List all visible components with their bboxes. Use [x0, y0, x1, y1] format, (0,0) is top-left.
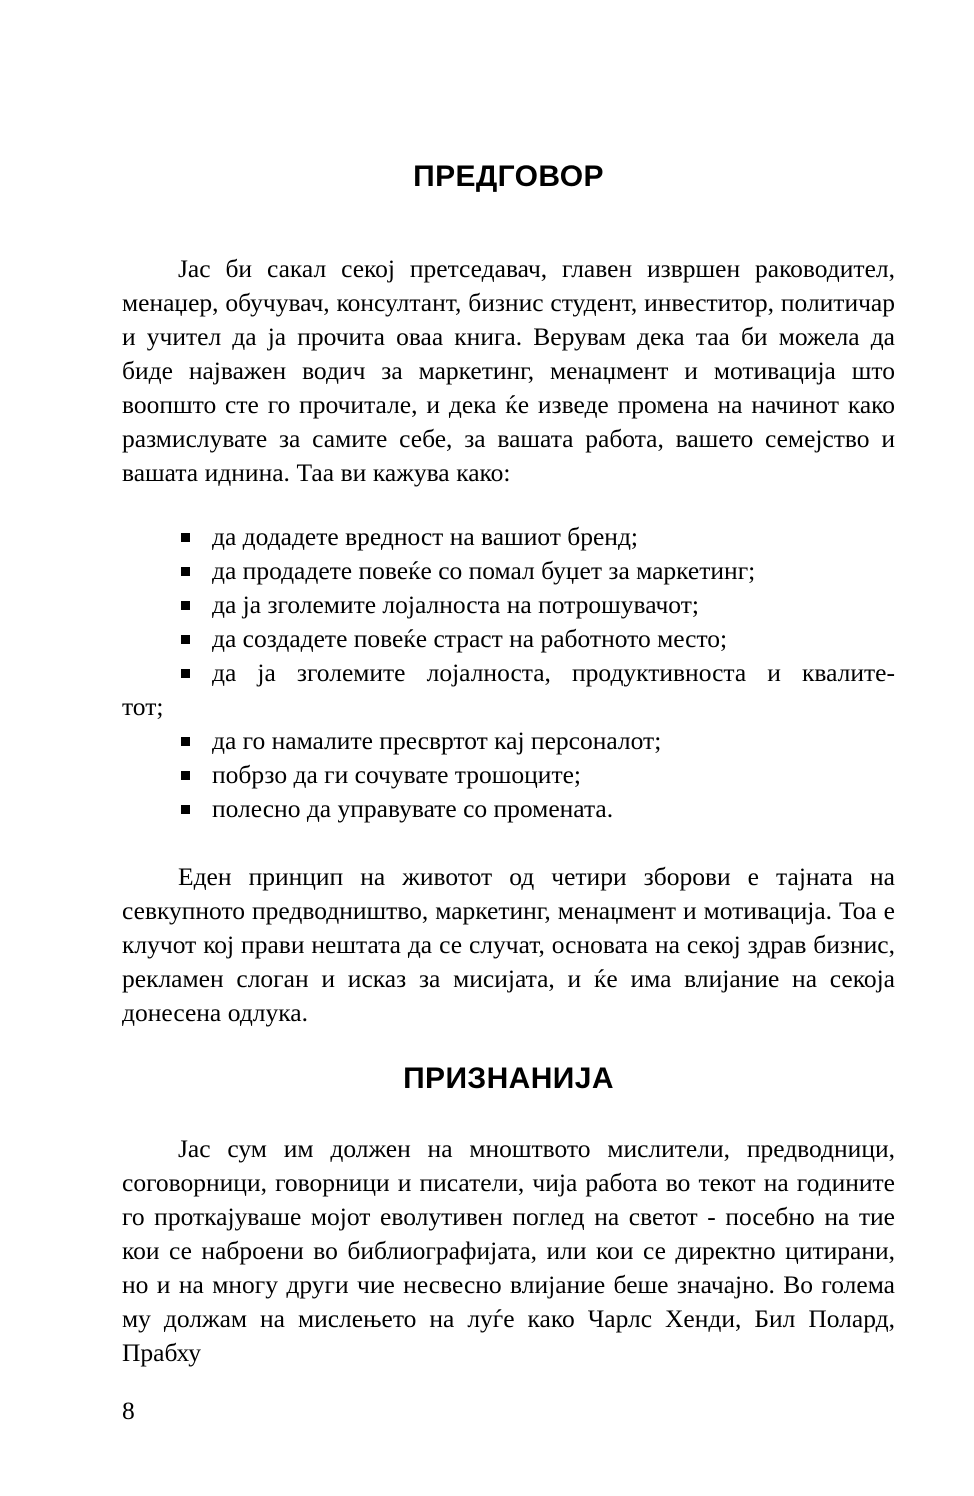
list-item [122, 588, 895, 622]
list-item [122, 520, 895, 554]
page-title-foreword: ПРЕДГОВОР [413, 160, 604, 193]
list-item-label: да ја зголемите лојалноста, продуктивноста и квалите- [212, 658, 895, 687]
list-item-label: полесно да управувате со промената. [212, 794, 614, 823]
paragraph-acknowledgements: Јас сум им должен на мноштвото мислители, предводници, соговорници, говорници и писатели, чија работа во текот на годините го проткајуваше мојот еволутивен поглед на светот - посебно на тие кои се наброени во библиографијата, или кои се директно цитирани, но и на многу други чие несвесно влијание беше значајно. Во голема му должам на мислењето на луѓе како Чарлс Хенди, Бил Полард, Прабху [122, 1134, 895, 1367]
paragraph-foreword-intro: Јас би сакал секој претседавач, главен извршен раководител, менаџер, обучувач, консултант, бизнис студент, инвеститор, политичар и учител да ја прочита оваа книга. Верувам дека таа би можела да биде најважен водич за маркетинг, менаџмент и мотивација што воопшто сте го прочитале, и дека ќе изведе промена на начинот како размислувате за самите себе, за вашата работа, вашето семејство и вашата иднина. Таа ви кажува како: [122, 254, 895, 487]
list-item-label: побрзо да ги сочувате трошоците; [212, 760, 581, 789]
benefits-list-bottom [122, 724, 895, 826]
list-item-label: да ја зголемите лојалноста на потрошувачот; [212, 590, 699, 619]
square-bullet-icon [181, 567, 190, 576]
square-bullet-icon [181, 737, 190, 746]
list-item [122, 656, 895, 690]
square-bullet-icon [181, 771, 190, 780]
list-item-label: да продадете повеќе со помал буџет за маркетинг; [212, 556, 756, 585]
page-content-column [122, 0, 895, 1370]
page-title-acknowledgements: ПРИЗНАНИЈА [403, 1062, 614, 1095]
list-item [122, 758, 895, 792]
list-item [122, 622, 895, 656]
square-bullet-icon [181, 533, 190, 542]
list-item-label: да додадете вредност на вашиот бренд; [212, 522, 639, 551]
square-bullet-icon [181, 805, 190, 814]
list-item [122, 554, 895, 588]
list-item-label: да создадете повеќе страст на работното место; [212, 624, 728, 653]
list-item [122, 724, 895, 758]
list-item [122, 792, 895, 826]
square-bullet-icon [181, 635, 190, 644]
hyphenated-continuation-fragment: тот; [122, 692, 164, 721]
list-item-label: да го намалите пресвртот кај персоналот; [212, 726, 662, 755]
benefits-list-top [122, 520, 895, 690]
square-bullet-icon [181, 669, 190, 678]
paragraph-foreword-principle: Еден принцип на животот од четири зборови е тајната на севкупното предводништво, маркетинг, менаџмент и мотивација. Тоа е клучот кој прави нештата да се случат, основата на секој здрав бизнис, рекламен слоган и исказ за мисијата, и ќе има влијание на секоја донесена одлука. [122, 862, 895, 1027]
square-bullet-icon [181, 601, 190, 610]
page-number: 8 [122, 1396, 135, 1425]
